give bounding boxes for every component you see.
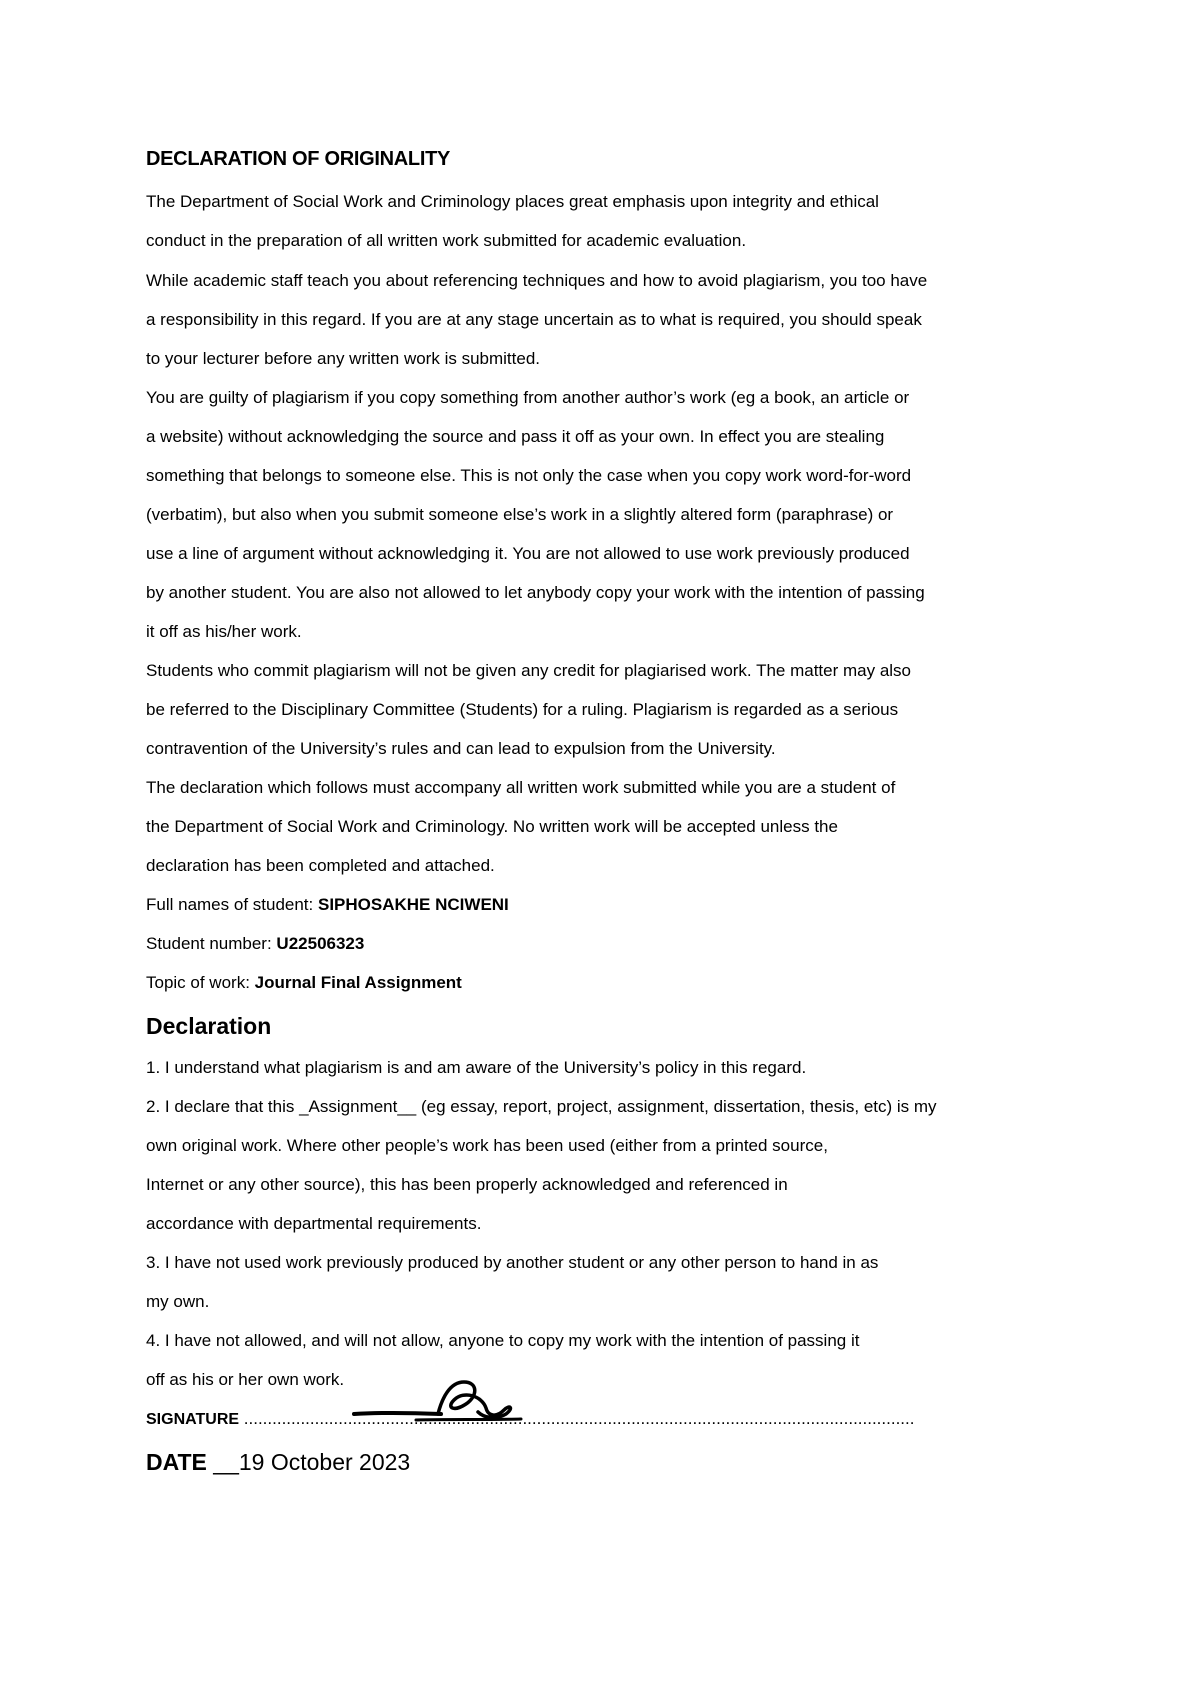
declaration-line: my own. [146, 1292, 210, 1311]
declaration-heading: Declaration [146, 1013, 272, 1039]
declaration-line: 3. I have not used work previously produced by another student or any other person to hand in as [146, 1253, 879, 1272]
topic-label: Topic of work: [146, 973, 255, 992]
declaration-line: 1. I understand what plagiarism is and am aware of the University’s policy in this regard. [146, 1058, 807, 1077]
topic-row [146, 972, 462, 994]
declaration-line: 4. I have not allowed, and will not allow, anyone to copy my work with the intention of passing it [146, 1331, 860, 1350]
student-name-row [146, 894, 509, 916]
intro-line: The Department of Social Work and Criminology places great emphasis upon integrity and ethical [146, 192, 879, 211]
student-name-label: Full names of student: [146, 895, 318, 914]
intro-line: contravention of the University’s rules and can lead to expulsion from the University. [146, 739, 776, 758]
declaration-line: own original work. Where other people’s work has been used (either from a printed source, [146, 1136, 828, 1155]
intro-line: by another student. You are also not allowed to let anybody copy your work with the intention of passing [146, 583, 925, 602]
intro-line: The declaration which follows must accompany all written work submitted while you are a student of [146, 778, 896, 797]
intro-line: the Department of Social Work and Criminology. No written work will be accepted unless the [146, 817, 838, 836]
intro-line: Students who commit plagiarism will not be given any credit for plagiarised work. The matter may also [146, 661, 912, 680]
date-label: DATE [146, 1449, 207, 1475]
topic-value: Journal Final Assignment [254, 973, 462, 992]
intro-line: a responsibility in this regard. If you are at any stage uncertain as to what is required, you should speak [146, 310, 922, 329]
intro-line: something that belongs to someone else. This is not only the case when you copy work word-for-word [146, 466, 912, 485]
declaration-line: Internet or any other source), this has been properly acknowledged and referenced in [146, 1175, 788, 1194]
intro-line: conduct in the preparation of all written work submitted for academic evaluation. [146, 231, 747, 250]
signature-label: SIGNATURE [146, 1411, 240, 1428]
handwritten-signature [346, 1374, 536, 1426]
student-name-value: SIPHOSAKHE NCIWENI [317, 895, 509, 914]
intro-line: While academic staff teach you about referencing techniques and how to avoid plagiarism, you too have [146, 271, 928, 290]
intro-line: a website) without acknowledging the source and pass it off as your own. In effect you are stealing [146, 427, 885, 446]
intro-line: declaration has been completed and attached. [146, 856, 495, 875]
intro-line: it off as his/her work. [146, 622, 302, 641]
intro-line: be referred to the Disciplinary Committee (Students) for a ruling. Plagiarism is regarded as a serious [146, 700, 899, 719]
student-number-row [146, 933, 364, 955]
intro-line: to your lecturer before any written work is submitted. [146, 349, 540, 368]
date-value: __19 October 2023 [206, 1449, 411, 1475]
signature-dotted-line: .............................................................................................................................................. [243, 1409, 915, 1428]
intro-line: You are guilty of plagiarism if you copy something from another author’s work (eg a book, an article or [146, 388, 910, 407]
student-number-value: U22506323 [276, 934, 365, 953]
declaration-line: off as his or her own work. [146, 1370, 345, 1389]
declaration-line: accordance with departmental requirements. [146, 1214, 482, 1233]
student-number-label: Student number: [146, 934, 277, 953]
intro-line: (verbatim), but also when you submit someone else’s work in a slightly altered form (paraphrase) or [146, 505, 894, 524]
declaration-line: 2. I declare that this _Assignment__ (eg essay, report, project, assignment, dissertation, thesis, etc) is my [146, 1097, 937, 1116]
date-row [146, 1448, 410, 1476]
document-title: DECLARATION OF ORIGINALITY [146, 148, 451, 170]
intro-line: use a line of argument without acknowledging it. You are not allowed to use work previously produced [146, 544, 910, 563]
